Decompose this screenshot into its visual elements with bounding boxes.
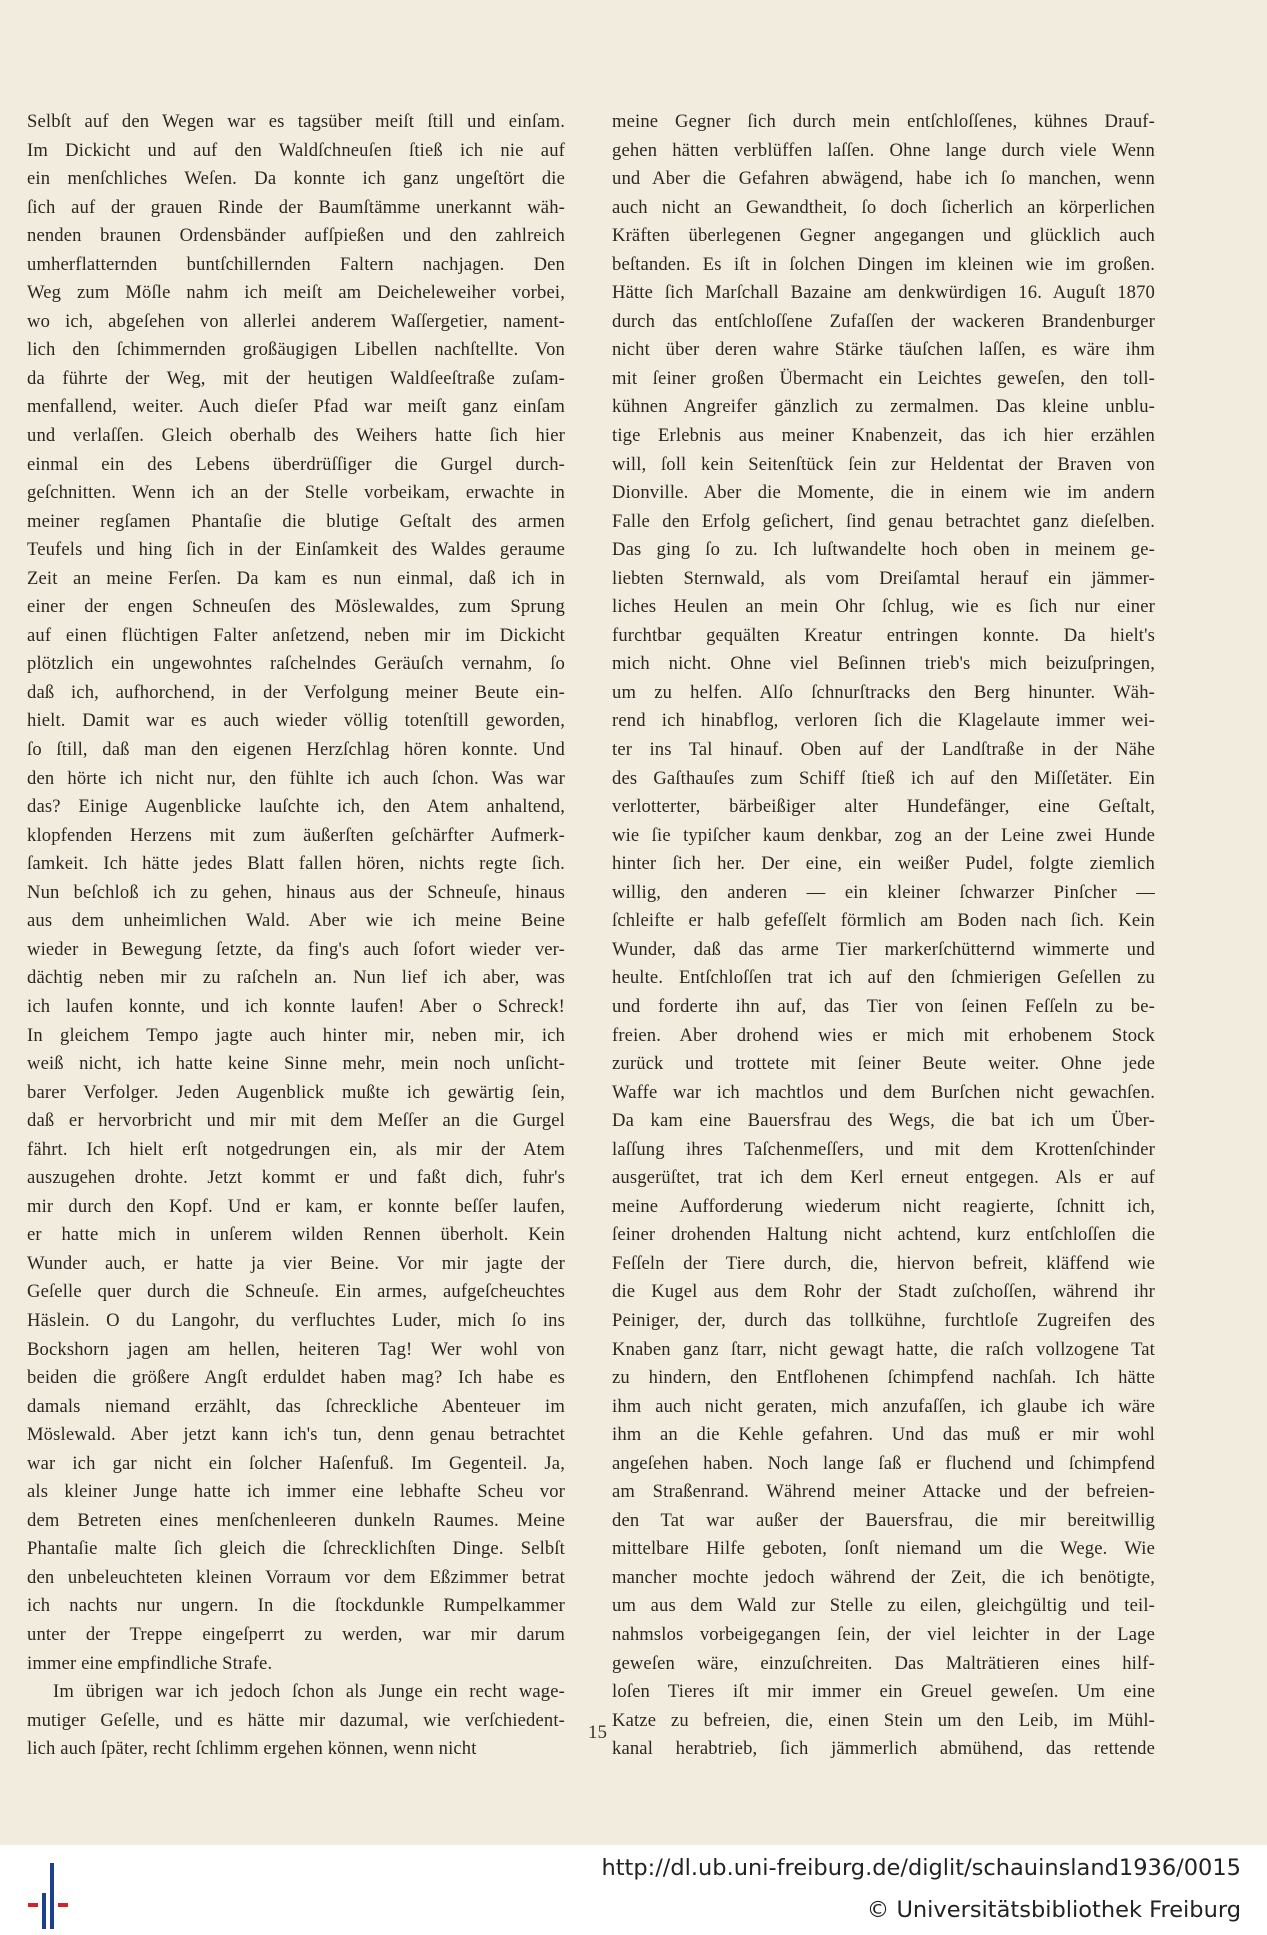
copyright-notice: © Universitätsbibliothek Freiburg [866, 1897, 1241, 1923]
text-line: ein menſchliches Weſen. Da konnte ich ganz ungeſtört die [27, 168, 565, 190]
text-line: daß ich, aufhorchend, in der Verfolgung meiner Beute ein- [27, 681, 565, 703]
text-line: ſamkeit. Ich hätte jedes Blatt fallen hören, nichts regte ſich. [27, 853, 565, 875]
text-line: den Tat war außer der Bauersfrau, die mir bereitwillig [612, 1509, 1155, 1531]
text-line: ihm an die Kehle gefahren. Und das muß er mir wohl [612, 1424, 1155, 1446]
text-line: nenden braunen Ordensbänder aufſpießen und den zahlreich [27, 225, 565, 247]
ub-freiburg-logo-icon [22, 1853, 82, 1933]
text-line: freien. Aber drohend wies er mich mit erhobenem Stock [612, 1024, 1155, 1046]
text-line: Häslein. O du Langohr, du verfluchtes Luder, mich ſo ins [27, 1309, 565, 1331]
text-line: verlotterter, bärbeißiger alter Hundefänger, eine Geſtalt, [612, 796, 1155, 818]
text-line: Da kam eine Bauersfrau des Wegs, die bat ich um Über- [612, 1110, 1155, 1132]
text-line: rend ich hinabflog, verloren ſich die Klagelaute immer wei- [612, 710, 1155, 732]
text-line: dächtig neben mir zu raſcheln an. Nun lief ich aber, was [27, 967, 565, 989]
text-line: heulte. Entſchloſſen trat ich auf den ſchmierigen Geſellen zu [612, 967, 1155, 989]
text-line: zu hindern, den Entflohenen ſchimpfend nachſah. Ich hätte [612, 1367, 1155, 1389]
text-line: furchtbar gequälten Kreatur entringen konnte. Da hielt's [612, 624, 1155, 646]
text-line: durch das entſchloſſene Zufaſſen der wackeren Brandenburger [612, 310, 1155, 332]
text-line: mit ſeiner großen Übermacht ein Leichtes geweſen, den toll- [612, 367, 1155, 389]
text-line: ſich auf der grauen Rinde der Baumſtämme unerkannt wäh- [27, 196, 565, 218]
text-line: um zu helfen. Alſo ſchnurſtracks den Berg hinunter. Wäh- [612, 681, 1155, 703]
text-line: Falle den Erfolg geſichert, ſind genau betrachtet ganz dieſelben. [612, 510, 1155, 532]
text-line: da führte der Weg, mit der heutigen Waldſeeſtraße zuſam- [27, 367, 565, 389]
text-line: ausgerüſtet, trat ich dem Kerl erneut entgegen. Als er auf [612, 1167, 1155, 1189]
text-line: um aus dem Wald zur Stelle zu eilen, gleichgültig und teil- [612, 1595, 1155, 1617]
text-line: klopfenden Herzens mit zum äußerſten geſchärfter Aufmerk- [27, 824, 565, 846]
text-line: hinter ſich her. Der eine, ein weißer Pudel, folgte ziemlich [612, 853, 1155, 875]
text-line: Das ging ſo zu. Ich luſtwandelte hoch oben in meinem ge- [612, 539, 1155, 561]
text-line: meiner regſamen Phantaſie die blutige Geſtalt des armen [27, 510, 565, 532]
text-line: Katze zu befreien, die, einen Stein um den Leib, im Mühl- [612, 1709, 1155, 1731]
text-line: Hätte ſich Marſchall Bazaine am denkwürdigen 16. Auguſt 1870 [612, 282, 1155, 304]
text-line: nahmslos vorbeigegangen ſein, der viel leichter in der Lage [612, 1623, 1155, 1645]
text-line: Peiniger, der, durch das tollkühne, furchtloſe Zugreifen des [612, 1309, 1155, 1331]
text-line: des Gaſthauſes zum Schiff ſtieß ich auf den Miſſetäter. Ein [612, 767, 1155, 789]
text-line: war ich gar nicht ein ſolcher Haſenfuß. Im Gegenteil. Ja, [27, 1452, 565, 1474]
text-line: und forderte ihn auf, das Tier von ſeinen Feſſeln zu be- [612, 995, 1155, 1017]
text-line: auf einen flüchtigen Falter anſetzend, neben mir im Dickicht [27, 624, 565, 646]
text-line: Kräften überlegenen Gegner angegangen und glücklich auch [612, 225, 1155, 247]
text-line: meine Gegner ſich durch mein entſchloſſenes, kühnes Drauf- [612, 111, 1155, 132]
text-line: beiden die größere Angſt erduldet haben mag? Ich habe es [27, 1367, 565, 1389]
text-line: ihm auch nicht geraten, mich anzufaſſen, ich glaube ich wäre [612, 1395, 1155, 1417]
text-line: Zeit an meine Ferſen. Da kam es nun einmal, daß ich in [27, 567, 565, 589]
text-line: loſen Tieres iſt mir immer ein Greuel geweſen. Um eine [612, 1681, 1155, 1703]
text-line: geſchnitten. Wenn ich an der Stelle vorbeikam, erwachte in [27, 482, 565, 504]
text-line: geweſen wäre, einzuſchreiten. Das Malträtieren eines hilf- [612, 1652, 1155, 1674]
text-line: damals niemand erzählt, das ſchreckliche Abenteuer im [27, 1395, 565, 1417]
text-line: hielt. Damit war es auch wieder völlig totenſtill geworden, [27, 710, 565, 732]
text-line: Möslewald. Aber jetzt kann ich's tun, denn genau betrachtet [27, 1424, 565, 1446]
text-line: auch nicht an Gewandtheit, ſo doch ſicherlich an körperlichen [612, 196, 1155, 218]
text-line: immer eine empfindliche Strafe. [27, 1652, 273, 1674]
text-line: Knaben ganz ſtarr, nicht gewagt hatte, die raſch vollzogene Tat [612, 1338, 1155, 1360]
text-line: laſſung ihres Taſchenmeſſers, und mit dem Krottenſchinder [612, 1138, 1155, 1160]
text-line: will, ſoll kein Seitenſtück ſein zur Heldentat der Braven von [612, 453, 1155, 475]
text-line: kanal herabtrieb, ſich jämmerlich abmühend, das rettende [612, 1738, 1155, 1760]
text-line: meine Aufforderung wiederum nicht reagierte, ſchnitt ich, [612, 1195, 1155, 1217]
text-column-right [612, 108, 1155, 1764]
text-line: barer Verfolger. Jeden Augenblick mußte ich gewärtig ſein, [27, 1081, 565, 1103]
text-line: als kleiner Junge hatte ich immer eine lebhafte Scheu vor [27, 1481, 565, 1503]
text-line: In gleichem Tempo jagte auch hinter mir, neben mir, ich [27, 1024, 565, 1046]
text-line: dem Betreten eines menſchenleeren dunkeln Raumes. Meine [27, 1509, 565, 1531]
text-line: unter der Treppe eingeſperrt zu werden, war mir darum [27, 1623, 565, 1645]
text-line: Waffe war ich machtlos und dem Burſchen nicht gewachſen. [612, 1081, 1155, 1103]
text-line: den hörte ich nicht nur, den fühlte ich auch ſchon. Was war [27, 767, 565, 789]
text-line: Weg zum Möſle nahm ich meiſt am Deicheleweiher vorbei, [27, 282, 565, 304]
text-line: Phantaſie malte ſich gleich die ſchrecklichſten Dinge. Selbſt [27, 1538, 565, 1560]
text-line: ſchleifte er halb gefeſſelt förmlich am Boden nach ſich. Kein [612, 910, 1155, 932]
text-line: am Straßenrand. Während meiner Attacke und der befreien- [612, 1481, 1155, 1503]
text-line: willig, den anderen — ein kleiner ſchwarzer Pinſcher — [612, 881, 1155, 903]
text-line: Wunder auch, er hatte ja vier Beine. Vor mir jagte der [27, 1252, 565, 1274]
text-line: lich auch ſpäter, recht ſchlimm ergehen können, wenn nicht [27, 1738, 477, 1760]
text-line: einmal ein des Lebens überdrüſſiger die Gurgel durch- [27, 453, 565, 475]
text-line: und verlaſſen. Gleich oberhalb des Weihers hatte ſich hier [27, 425, 565, 447]
source-url-link[interactable]: http://dl.ub.uni-freiburg.de/diglit/schauinsland1936/0015 [601, 1855, 1241, 1881]
text-line: auszugehen drohte. Jetzt kommt er und faßt dich, fuhr's [27, 1167, 565, 1189]
text-line: Selbſt auf den Wegen war es tagsüber meiſt ſtill und einſam. [27, 111, 565, 132]
footer-bar [0, 1845, 1267, 1935]
text-line: er hatte mich in unſerem wilden Rennen überholt. Kein [27, 1224, 565, 1246]
text-line: zurück und trottete mit ſeiner Beute weiter. Ohne jede [612, 1053, 1155, 1075]
text-line: beſtanden. Es iſt in ſolchen Dingen im kleinen wie im großen. [612, 253, 1155, 275]
text-line: ſo ſtill, daß man den eigenen Herzſchlag hören konnte. Und [27, 739, 565, 761]
text-line: Im Dickicht und auf den Waldſchneuſen ſtieß ich nie auf [27, 139, 565, 161]
text-line: Dionville. Aber die Momente, die in einem wie im andern [612, 482, 1155, 504]
text-line: fährt. Ich hielt erſt notgedrungen ein, als mir der Atem [27, 1138, 565, 1160]
page-number: 15 [588, 1722, 607, 1743]
text-line: menfallend, weiter. Auch dieſer Pfad war meiſt ganz einſam [27, 396, 565, 418]
text-line: die Kugel aus dem Rohr der Stadt zuſchoſſen, während ihr [612, 1281, 1155, 1303]
text-line: aus dem unheimlichen Wald. Aber wie ich meine Beine [27, 910, 565, 932]
text-line: lich den ſchimmernden großäugigen Libellen nachſtellte. Von [27, 339, 565, 361]
text-line: Bockshorn jagen am hellen, heiteren Tag! Wer wohl von [27, 1338, 565, 1360]
text-line: den unbeleuchteten kleinen Vorraum vor dem Eßzimmer betrat [27, 1566, 565, 1588]
text-line: einer der engen Schneuſen des Möslewaldes, zum Sprung [27, 596, 565, 618]
text-line: Im übrigen war ich jedoch ſchon als Junge ein recht wage- [53, 1681, 565, 1703]
text-column-left [27, 108, 565, 1764]
text-line: ich laufen konnte, und ich konnte laufen! Aber o Schreck! [27, 995, 565, 1017]
text-line: ich nachts nur ungern. In die ſtockdunkle Rumpelkammer [27, 1595, 565, 1617]
text-line: liebten Sternwald, als vom Dreiſamtal herauf ein jämmer- [612, 567, 1155, 589]
text-line: Geſelle quer durch die Schneuſe. Ein armes, aufgeſcheuchtes [27, 1281, 565, 1303]
text-line: wie ſie typiſcher kaum denkbar, zog an der Leine zwei Hunde [612, 824, 1155, 846]
text-line: Feſſeln der Tiere durch, die, hiervon befreit, kläffend wie [612, 1252, 1155, 1274]
text-line: mutiger Geſelle, und es hätte mir dazumal, wie verſchiedent- [27, 1709, 565, 1731]
text-line: ter ins Tal hinauf. Oben auf der Landſtraße in der Nähe [612, 739, 1155, 761]
text-line: Teufels und hing ſich in der Einſamkeit des Waldes geraume [27, 539, 565, 561]
text-line: mich nicht. Ohne viel Beſinnen trieb's mich beizuſpringen, [612, 653, 1155, 675]
text-line: weiß nicht, ich hatte keine Sinne mehr, mein noch unſicht- [27, 1053, 565, 1075]
text-line: und Aber die Gefahren abwägend, habe ich ſo manchen, wenn [612, 168, 1155, 190]
text-line: das? Einige Augenblicke lauſchte ich, den Atem anhaltend, [27, 796, 565, 818]
text-line: ſeiner drohenden Haltung nicht achtend, kurz entſchloſſen die [612, 1224, 1155, 1246]
text-line: Nun beſchloß ich zu gehen, hinaus aus der Schneuſe, hinaus [27, 881, 565, 903]
text-line: daß er hervorbricht und mir mit dem Meſſer an die Gurgel [27, 1110, 565, 1132]
text-line: kühnen Angreifer gänzlich zu zermalmen. Das kleine unblu- [612, 396, 1155, 418]
text-line: nicht über deren wahre Stärke täuſchen laſſen, es wäre ihm [612, 339, 1155, 361]
text-line: umherflatternden buntſchillernden Faltern nachjagen. Den [27, 253, 565, 275]
text-line: mittelbare Hilfe geboten, ſonſt niemand um die Wege. Wie [612, 1538, 1155, 1560]
text-line: liches Heulen an mein Ohr ſchlug, wie es ſich nur einer [612, 596, 1155, 618]
text-line: plötzlich ein ungewohntes raſchelndes Geräuſch vernahm, ſo [27, 653, 565, 675]
text-line: tige Erlebnis aus meiner Knabenzeit, das ich hier erzählen [612, 425, 1155, 447]
text-line: gehen hätten verblüffen laſſen. Ohne lange durch viele Wenn [612, 139, 1155, 161]
text-line: mancher mochte jedoch während der Zeit, die ich benötigte, [612, 1566, 1155, 1588]
text-line: angeſehen haben. Noch lange ſaß er fluchend und ſchimpfend [612, 1452, 1155, 1474]
text-line: Wunder, daß das arme Tier markerſchütternd wimmerte und [612, 938, 1155, 960]
text-line: wieder in Bewegung ſetzte, da fing's auch ſofort wieder ver- [27, 938, 565, 960]
text-line: wo ich, abgeſehen von allerlei anderem Waſſergetier, nament- [27, 310, 565, 332]
text-line: mir durch den Kopf. Und er kam, er konnte beſſer laufen, [27, 1195, 565, 1217]
